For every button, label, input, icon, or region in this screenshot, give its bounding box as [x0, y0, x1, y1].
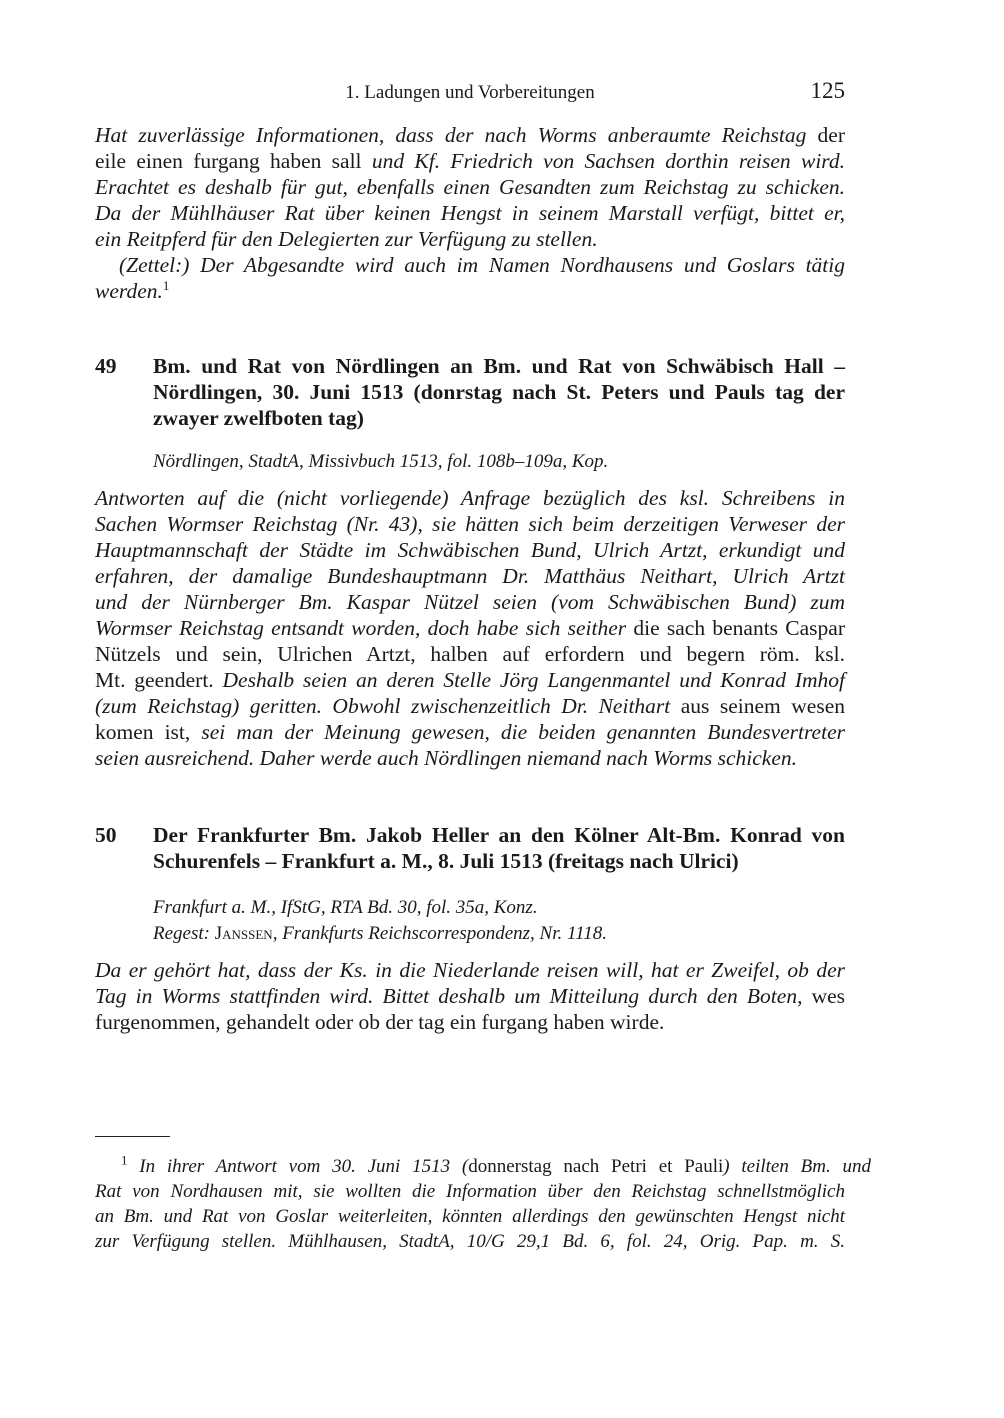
- entry-source: [153, 895, 845, 947]
- text-segment: Sachen Wormser Reichstag (Nr. 43), sie hätten sich beim derzeitigen Verweser der: [95, 512, 845, 536]
- text-segment: der: [817, 123, 845, 147]
- text-segment: aus seinem wesen: [680, 694, 845, 718]
- running-header: [95, 80, 845, 108]
- text-line: [95, 667, 845, 693]
- text-line: [95, 719, 845, 745]
- footnote-rule: [95, 1136, 170, 1137]
- text-line: [153, 405, 845, 431]
- text-segment: komen ist,: [95, 720, 202, 744]
- text-segment: an Bm. und Rat von Goslar weiterleiten, könnten allerdings den gewünschten Hengst nicht: [95, 1206, 845, 1227]
- text-segment: In ihrer Antwort vom 30. Juni 1513 (: [127, 1156, 469, 1177]
- text-line: [95, 745, 845, 771]
- text-line: [95, 174, 845, 200]
- text-segment: Wormser Reichstag entsandt worden, doch habe sich seither: [95, 616, 634, 640]
- text-line: [153, 848, 845, 874]
- text-line: [95, 200, 845, 226]
- text-segment: Janssen: [214, 923, 273, 944]
- text-line: [153, 379, 845, 405]
- text-segment: wes: [811, 984, 845, 1008]
- text-line: [153, 353, 845, 379]
- text-segment: Rat von Nordhausen mit, sie wollten die Information über den Reichstag schnellstmöglich: [95, 1181, 845, 1202]
- text-line: [95, 1154, 871, 1179]
- text-segment: Antworten auf die (nicht vorliegende) Anfrage bezüglich des ksl. Schreibens in: [95, 486, 845, 510]
- text-segment: (Zettel:) Der Abgesandte wird auch im Namen Nordhausens und Goslars tätig: [119, 253, 845, 277]
- text-line: [95, 615, 845, 641]
- footnote: [95, 1152, 872, 1254]
- text-line: [95, 693, 845, 719]
- text-line: [95, 1204, 845, 1229]
- text-segment: Hauptmannschaft der Städte im Schwäbischen Bund, Ulrich Artzt, erkundigt und: [95, 538, 845, 562]
- entry-number: 50: [95, 823, 117, 847]
- text-segment: seien ausreichend. Daher werde auch Nördlingen niemand nach Worms schicken.: [95, 746, 798, 770]
- text-segment: Regest:: [153, 923, 215, 944]
- entry-body: [95, 485, 845, 771]
- entry-number: 49: [95, 354, 117, 378]
- text-segment: Hat zuverlässige Informationen, dass der nach Worms anberaumte Reichstag: [95, 123, 818, 147]
- text-line: [95, 1179, 845, 1204]
- text-segment: Der Frankfurter Bm. Jakob Heller an den Kölner Alt-Bm. Konrad von: [153, 823, 845, 847]
- text-segment: furgenommen, gehandelt oder ob der tag ein furgang haben wirde.: [95, 1010, 665, 1034]
- text-segment: Mt. geendert.: [95, 668, 223, 692]
- text-segment: sei man der Meinung gewesen, die beiden genannten Bundesvertreter: [201, 720, 845, 744]
- text-line: [95, 485, 845, 511]
- text-segment: Nördlingen, 30. Juni 1513 (donrstag nach St. Peters und Pauls tag der: [153, 380, 845, 404]
- footnote-marker: 1: [120, 1152, 128, 1168]
- text-segment: Nördlingen, StadtA, Missivbuch 1513, fol. 108b–109a, Kop.: [153, 451, 609, 472]
- text-line: [95, 122, 845, 148]
- text-segment: Da der Mühlhäuser Rat über keinen Hengst in seinem Marstall verfügt, bittet er,: [95, 201, 845, 225]
- paragraph: [95, 252, 845, 304]
- text-segment: erfahren, der damalige Bundeshauptmann Dr. Matthäus Neithart, Ulrich Artzt: [95, 564, 845, 588]
- text-line: [153, 449, 845, 475]
- text-line: [95, 641, 845, 667]
- text-line: [95, 252, 845, 278]
- text-line: [95, 537, 845, 563]
- text-line: [153, 895, 845, 921]
- entry-source: [153, 449, 845, 475]
- text-segment: und Kf. Friedrich von Sachsen dorthin reisen wird.: [371, 149, 845, 173]
- text-line: [153, 822, 845, 848]
- text-segment: Da er gehört hat, dass der Ks. in die Niederlande reisen will, hat er Zweifel, ob der: [95, 958, 845, 982]
- text-line: [95, 1009, 845, 1035]
- running-title: 1. Ladungen und Vorbereitungen: [345, 82, 595, 103]
- footnote-marker: 1: [162, 277, 170, 293]
- text-segment: Bm. und Rat von Nördlingen an Bm. und Rat von Schwäbisch Hall –: [153, 354, 845, 378]
- text-line: [95, 278, 845, 304]
- text-segment: eile einen furgang haben sall: [95, 149, 372, 173]
- text-line: [95, 148, 845, 174]
- text-line: [153, 921, 845, 947]
- text-segment: donnerstag nach Petri et Pauli: [468, 1156, 724, 1177]
- text-segment: zur Verfügung stellen. Mühlhausen, StadtA, 10/G 29,1 Bd. 6, fol. 24, Orig. Pap. m. S.: [95, 1231, 845, 1252]
- intro-regest: [95, 122, 845, 304]
- text-segment: Deshalb seien an deren Stelle Jörg Langenmantel und Konrad Imhof: [222, 668, 845, 692]
- text-line: [95, 957, 845, 983]
- text-segment: (zum Reichstag) geritten. Obwohl zwischenzeitlich Dr. Neithart: [95, 694, 681, 718]
- entry-heading: [153, 353, 845, 431]
- text-segment: und der Nürnberger Bm. Kaspar Nützel seien (vom Schwäbischen Bund) zum: [95, 590, 845, 614]
- text-segment: Schurenfels – Frankfurt a. M., 8. Juli 1513 (freitags nach Ulrici): [153, 849, 739, 873]
- paragraph: [95, 122, 845, 252]
- text-line: [95, 983, 845, 1009]
- page-number: 125: [810, 78, 845, 103]
- text-segment: zwayer zwelfboten tag): [153, 406, 364, 430]
- text-segment: Nützels und sein, Ulrichen Artzt, halben auf erfordern und begern röm. ksl.: [95, 642, 845, 666]
- text-line: [95, 511, 845, 537]
- text-segment: ein Reitpferd für den Delegierten zur Verfügung zu stellen.: [95, 227, 598, 251]
- text-line: [95, 589, 845, 615]
- text-line: [95, 226, 845, 252]
- text-line: [95, 1229, 845, 1254]
- text-segment: Tag in Worms stattfinden wird. Bittet deshalb um Mitteilung durch den Boten,: [95, 984, 812, 1008]
- entry-body: [95, 957, 845, 1035]
- text-segment: werden.: [95, 279, 163, 303]
- text-segment: Erachtet es deshalb für gut, ebenfalls einen Gesandten zum Reichstag zu schicken.: [95, 175, 845, 199]
- entry-heading: [153, 822, 845, 874]
- text-segment: die sach benants Caspar: [633, 616, 845, 640]
- text-line: [95, 563, 845, 589]
- text-segment: , Frankfurts Reichscorrespondenz, Nr. 1118.: [272, 923, 607, 944]
- text-segment: ) teilten Bm. und: [723, 1156, 872, 1177]
- text-segment: Frankfurt a. M., IfStG, RTA Bd. 30, fol. 35a, Konz.: [153, 897, 538, 918]
